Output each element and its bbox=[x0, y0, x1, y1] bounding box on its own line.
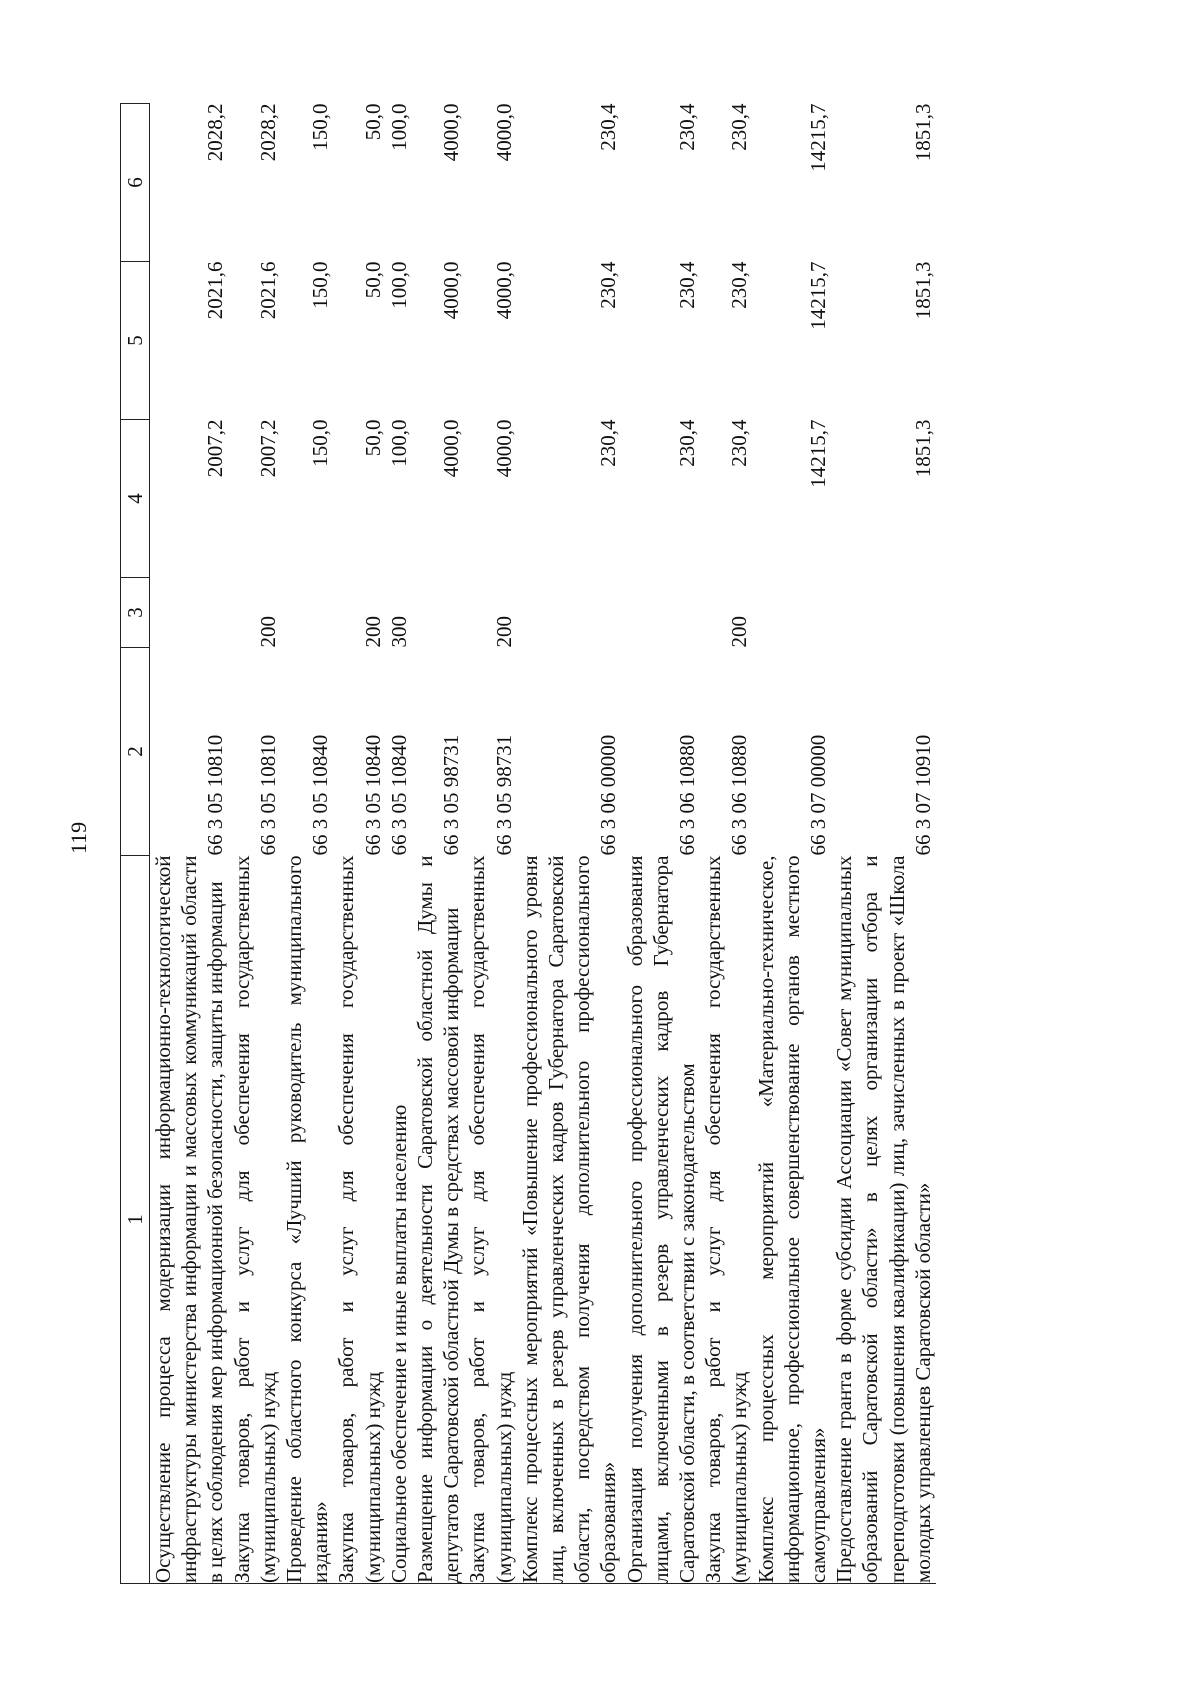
row-code-cell: 66 3 06 00000 bbox=[596, 734, 621, 856]
page-number: 119 bbox=[66, 821, 91, 854]
column-header: 5 bbox=[121, 262, 150, 420]
row-value-year3-cell: 2028,2 bbox=[255, 103, 280, 162]
row-expense-type-cell bbox=[412, 578, 464, 648]
row-expense-type-cell bbox=[150, 578, 229, 648]
row-value-year2-cell: 100,0 bbox=[386, 261, 411, 309]
row-value-year1-cell: 100,0 bbox=[386, 419, 411, 467]
row-value-year1-cell: 230,4 bbox=[596, 419, 621, 467]
row-code-cell: 66 3 05 98731 bbox=[439, 734, 464, 856]
table-row bbox=[412, 104, 464, 1584]
row-value-year2-cell: 230,4 bbox=[596, 261, 621, 309]
row-name-cell: Комплекс процессных мероприятий «Материально-техническое, информационное, профессиональное совершенствование органов местного самоуправления» bbox=[753, 855, 831, 1583]
header-row bbox=[121, 104, 150, 1584]
row-code-cell: 66 3 05 10840 bbox=[360, 734, 385, 856]
row-code-cell: 66 3 07 10910 bbox=[910, 734, 935, 856]
table-row bbox=[229, 104, 281, 1584]
row-name-cell: Проведение областного конкурса «Лучший руководитель муниципального издания» bbox=[282, 855, 333, 1583]
row-value-year2-cell: 150,0 bbox=[308, 261, 333, 309]
row-name-cell: Размещение информации о деятельности Саратовской областной Думы и депутатов Саратовской областной Думы в средствах массовой информации bbox=[413, 855, 464, 1583]
row-value-year2-cell: 2021,6 bbox=[255, 261, 280, 320]
row-value-year3-cell: 230,4 bbox=[675, 103, 700, 151]
column-header: 2 bbox=[121, 648, 150, 856]
row-name-cell: Предоставление гранта в форме субсидии Ассоциации «Совет муниципальных образований Саратовской области» в целях организации отбора и переподготовки (повышения квалификации) лиц, зачисленных в проект «Школа молодых управленцев Саратовской области» bbox=[832, 855, 935, 1583]
row-value-year3-cell: 4000,0 bbox=[491, 103, 516, 162]
row-code-cell: 66 3 05 10810 bbox=[255, 734, 280, 856]
row-code-cell: 66 3 05 10840 bbox=[308, 734, 333, 856]
row-expense-type-cell bbox=[831, 578, 936, 648]
row-expense-type-cell bbox=[517, 578, 622, 648]
column-header: 1 bbox=[121, 856, 150, 1584]
row-value-year1-cell: 230,4 bbox=[675, 419, 700, 467]
row-value-year2-cell: 1851,3 bbox=[910, 261, 935, 320]
row-code-cell: 66 3 07 00000 bbox=[806, 734, 831, 856]
row-value-year1-cell: 2007,2 bbox=[203, 419, 228, 478]
row-code-cell: 66 3 05 10840 bbox=[386, 734, 411, 856]
row-name-cell: Закупка товаров, работ и услуг для обеспечения государственных (муниципальных) нужд bbox=[334, 855, 385, 1583]
row-value-year1-cell: 4000,0 bbox=[439, 419, 464, 478]
row-value-year3-cell: 14215,7 bbox=[806, 103, 831, 172]
row-value-year1-cell: 4000,0 bbox=[491, 419, 516, 478]
row-code-cell: 66 3 06 10880 bbox=[675, 734, 700, 856]
row-expense-type-cell: 300 bbox=[386, 616, 411, 648]
row-expense-type-cell bbox=[281, 578, 333, 648]
row-code-cell: 66 3 05 10810 bbox=[203, 734, 228, 856]
row-value-year1-cell: 1851,3 bbox=[910, 419, 935, 478]
column-header: 4 bbox=[121, 420, 150, 578]
row-value-year2-cell: 230,4 bbox=[675, 261, 700, 309]
table-row bbox=[753, 104, 832, 1584]
row-expense-type-cell: 200 bbox=[255, 616, 280, 648]
row-code-cell: 66 3 05 98731 bbox=[491, 734, 516, 856]
row-value-year1-cell: 2007,2 bbox=[255, 419, 280, 478]
row-value-year3-cell: 150,0 bbox=[308, 103, 333, 151]
table-row bbox=[622, 104, 701, 1584]
table-row bbox=[333, 104, 385, 1584]
row-value-year3-cell: 4000,0 bbox=[439, 103, 464, 162]
row-value-year3-cell: 2028,2 bbox=[203, 103, 228, 162]
table-row bbox=[517, 104, 622, 1584]
table-row bbox=[700, 104, 752, 1584]
column-header: 6 bbox=[121, 104, 150, 262]
row-name-cell: Организация получения дополнительного профессионального образования лицами, включенными в резерв управленческих кадров Губернатора Саратовской области, в соответствии с законодательством bbox=[622, 855, 700, 1583]
row-value-year2-cell: 4000,0 bbox=[439, 261, 464, 320]
row-name-cell: Закупка товаров, работ и услуг для обеспечения государственных (муниципальных) нужд bbox=[465, 855, 516, 1583]
row-code-cell: 66 3 06 10880 bbox=[727, 734, 752, 856]
row-value-year3-cell: 230,4 bbox=[727, 103, 752, 151]
row-expense-type-cell: 200 bbox=[727, 616, 752, 648]
row-value-year3-cell: 1851,3 bbox=[910, 103, 935, 162]
row-name-cell: Закупка товаров, работ и услуг для обеспечения государственных (муниципальных) нужд bbox=[229, 855, 280, 1583]
row-value-year1-cell: 50,0 bbox=[360, 419, 385, 457]
budget-table bbox=[120, 103, 936, 1584]
row-expense-type-cell: 200 bbox=[491, 616, 516, 648]
row-name-cell: Осуществление процесса модернизации информационно-технологической инфраструктуры министерства информации и массовых коммуникаций области в целях соблюдения мер информационной безопасности, защиты информации bbox=[151, 855, 228, 1583]
row-value-year2-cell: 4000,0 bbox=[491, 261, 516, 320]
table-row bbox=[831, 104, 936, 1584]
row-value-year2-cell: 2021,6 bbox=[203, 261, 228, 320]
table-row bbox=[150, 104, 229, 1584]
row-value-year2-cell: 14215,7 bbox=[806, 261, 831, 330]
row-name-cell: Социальное обеспечение и иные выплаты населению bbox=[386, 856, 412, 1584]
row-name-cell: Комплекс процессных мероприятий «Повышение профессионального уровня лиц, включенных в резерв управленческих кадров Губернатора Саратовской области, посредством получения дополнительного профессионального образования» bbox=[517, 855, 621, 1583]
row-value-year3-cell: 100,0 bbox=[386, 103, 411, 151]
row-value-year3-cell: 230,4 bbox=[596, 103, 621, 151]
row-name-cell: Закупка товаров, работ и услуг для обеспечения государственных (муниципальных) нужд bbox=[701, 855, 752, 1583]
row-value-year2-cell: 50,0 bbox=[360, 261, 385, 299]
row-value-year1-cell: 14215,7 bbox=[806, 419, 831, 488]
table-row bbox=[464, 104, 516, 1584]
row-value-year2-cell: 230,4 bbox=[727, 261, 752, 309]
row-value-year3-cell: 50,0 bbox=[360, 103, 385, 141]
row-expense-type-cell: 200 bbox=[360, 616, 385, 648]
table-row bbox=[281, 104, 333, 1584]
row-value-year1-cell: 150,0 bbox=[308, 419, 333, 467]
column-header: 3 bbox=[121, 578, 150, 648]
row-expense-type-cell bbox=[622, 578, 701, 648]
row-value-year1-cell: 230,4 bbox=[727, 419, 752, 467]
row-expense-type-cell bbox=[753, 578, 832, 648]
table-row bbox=[386, 104, 412, 1584]
